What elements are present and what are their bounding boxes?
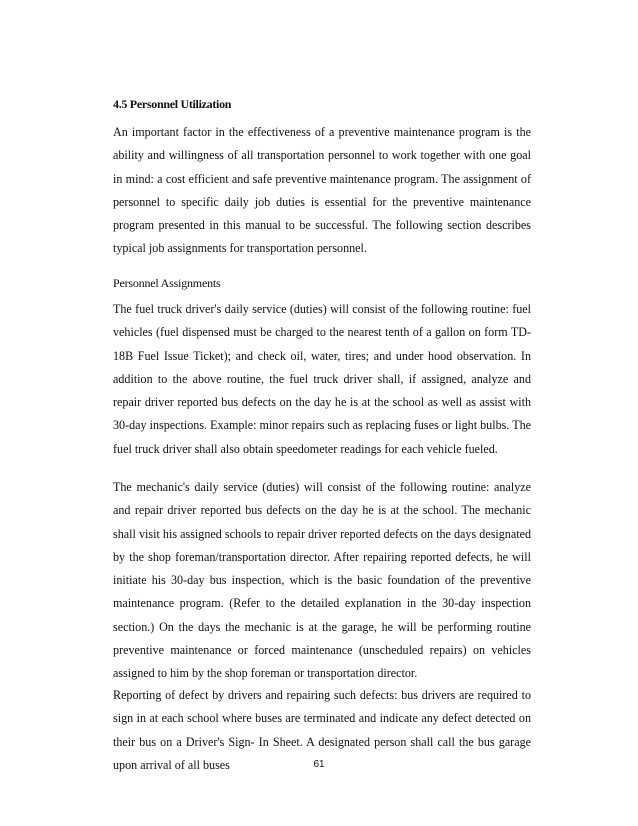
paragraph-fuel-truck-driver: The fuel truck driver's daily service (duties) will consist of the following routine: fuel vehicles (fuel dispensed must be charged to the nearest tenth of a gallon on form TD-18B Fuel Issue Ticket); and check oil, water, tires; and under hood observation. In addition to the above routine, the fuel truck driver shall, if assigned, analyze and repair driver reported bus defects on the day he is at the school as well as assist with 30-day inspections. Example: minor repairs such as replacing fuses or light bulbs. The fuel truck driver shall also obtain speedometer readings for each vehicle fueled. [113, 302, 531, 456]
paragraph-mechanic: The mechanic's daily service (duties) will consist of the following routine: analyze and repair driver reported bus defects on the day he is at the school. The mechanic shall visit his assigned schools to repair driver reported defects on the days designated by the shop foreman/transportation director. After repairing reported defects, he will initiate his 30-day bus inspection, which is the basic foundation of the preventive maintenance program. (Refer to the detailed explanation in the 30-day inspection section.) On the days the mechanic is at the garage, he will be performing routine preventive maintenance or forced maintenance (unscheduled repairs) on vehicles assigned to him by the shop foreman or transportation director. [113, 480, 531, 681]
paragraph-intro: An important factor in the effectiveness of a preventive maintenance program is the ability and willingness of all transportation personnel to work together with one goal in mind: a cost efficient and safe preventive maintenance program. The assignment of personnel to specific daily job duties is essential for the preventive maintenance program presented in this manual to be successful. The following section describes typical job assignments for transportation personnel. [113, 125, 531, 256]
subheading-personnel-assignments: Personnel Assignments [113, 276, 221, 290]
paragraph-reporting-defects: Reporting of defect by drivers and repairing such defects: bus drivers are required to sign in at each school where buses are terminated and indicate any defect detected on their bus on a Driver's Sign- In Sheet. A designated person shall call the bus garage upon arrival of all buses [113, 688, 531, 772]
page-number: 61 [313, 759, 325, 770]
section-heading: 4.5 Personnel Utilization [113, 97, 232, 111]
